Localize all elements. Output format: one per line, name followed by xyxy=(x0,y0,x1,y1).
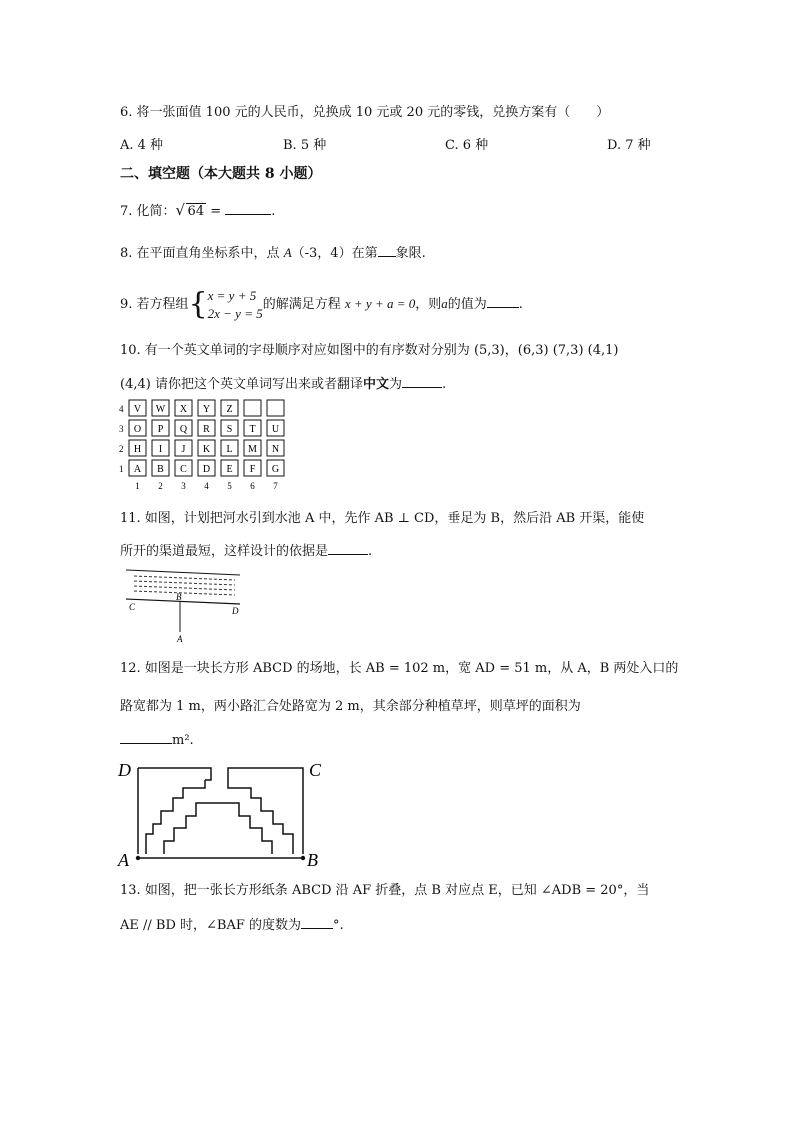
q6-option-d: D. 7 种 xyxy=(607,138,651,153)
q9-var: a xyxy=(441,296,448,311)
field-label-a: A xyxy=(118,850,129,868)
grid-letter: U xyxy=(271,424,280,435)
q7-end: . xyxy=(271,204,276,219)
river-figure xyxy=(120,566,250,646)
field-figure xyxy=(116,758,336,868)
q11-line2-text: 所开的渠道最短，这样设计的依据是 xyxy=(120,544,329,559)
grid-cell xyxy=(267,400,284,416)
grid-letter: C xyxy=(180,464,187,475)
q9-suffix: ，则 xyxy=(415,297,442,312)
grid-letter: P xyxy=(157,424,164,435)
q7 xyxy=(120,201,275,221)
q11-end: . xyxy=(368,544,373,559)
q9-answer-blank[interactable] xyxy=(487,294,519,308)
grid-letter: R xyxy=(203,424,210,435)
grid-letter: E xyxy=(226,464,233,475)
river-label-d: D xyxy=(232,606,239,616)
q9 xyxy=(120,284,523,325)
grid-letter: J xyxy=(181,444,186,455)
q8-part2: （-3，4）在第 xyxy=(291,246,378,261)
q9-prefix: 9. 若方程组 xyxy=(120,297,189,312)
q9-brace: { xyxy=(188,286,208,322)
grid-col-label: 7 xyxy=(273,481,278,491)
q9-eq1: x = y + 5 xyxy=(207,287,257,303)
field-label-c: C xyxy=(309,760,322,780)
grid-cell xyxy=(244,400,261,416)
grid-row-label: 1 xyxy=(119,464,124,474)
grid-letter: L xyxy=(226,444,233,455)
grid-letter: D xyxy=(202,464,211,475)
field-label-d: D xyxy=(118,760,131,780)
q13-line2 xyxy=(120,915,344,935)
sqrt-expression: √ 64 xyxy=(175,201,205,219)
q10-line1: 10. 有一个英文单词的字母顺序对应如图中的有序数对分别为 (5,3)，(6,3) (7,3) (4,1) xyxy=(120,343,619,358)
q9-eq2: 2x − y = 5 xyxy=(207,305,263,321)
river-label-b: B xyxy=(176,592,182,602)
section-title: 二、填空题（本大题共 8 小题） xyxy=(120,166,322,182)
grid-col-label: 2 xyxy=(158,481,163,491)
q8-answer-blank[interactable] xyxy=(378,243,396,257)
q10-end: . xyxy=(441,377,447,392)
q12-answer-blank[interactable] xyxy=(120,730,172,744)
grid-letter: N xyxy=(271,444,280,455)
grid-letter: A xyxy=(133,464,142,475)
q12-line2: 路宽都为 1 m，两小路汇合处路宽为 2 m，其余部分种植草坪，则草坪的面积为 xyxy=(120,699,581,714)
grid-letter: Y xyxy=(202,404,211,415)
grid-letter: F xyxy=(249,464,256,475)
grid-letter: Z xyxy=(226,404,233,415)
letter-grid-figure xyxy=(115,396,295,500)
q8-point: A xyxy=(283,245,292,260)
grid-letter: T xyxy=(249,424,256,435)
q6-stem: 6. 将一张面值 100 元的人民币，兑换成 10 元或 20 元的零钱，兑换方案有（ ） xyxy=(120,105,610,120)
q10-line2c: 为 xyxy=(388,377,402,392)
q9-end: . xyxy=(518,297,523,312)
q9-eq3: x + y + a = 0 xyxy=(344,296,416,311)
q6-option-a: A. 4 种 xyxy=(120,138,164,153)
q6-option-b: B. 5 种 xyxy=(283,138,327,153)
q13-answer-blank[interactable] xyxy=(301,915,333,929)
q9-system xyxy=(208,287,263,323)
grid-letter: X xyxy=(179,404,188,415)
river-label-a: A xyxy=(177,634,183,644)
q12-line3 xyxy=(120,730,194,750)
q12-line1: 12. 如图是一块长方形 ABCD 的场地，长 AB = 102 m，宽 AD = 51 m，从 A，B 两处入口的 xyxy=(120,661,679,676)
grid-col-label: 6 xyxy=(250,481,255,491)
q13-line1: 13. 如图，把一张长方形纸条 ABCD 沿 AF 折叠，点 B 对应点 E，已知 ∠ADB = 20°，当 xyxy=(120,883,650,898)
q13-end: °. xyxy=(333,918,344,933)
grid-letter: Q xyxy=(179,424,188,435)
river-label-c: C xyxy=(129,602,136,612)
grid-row-label: 2 xyxy=(119,444,124,454)
grid-letter: M xyxy=(248,444,257,455)
grid-letter: W xyxy=(155,404,166,415)
grid-letter: B xyxy=(157,464,164,475)
grid-col-label: 3 xyxy=(181,481,186,491)
q10-line2b: 中文 xyxy=(362,377,389,392)
q8-part3: 象限. xyxy=(395,246,426,261)
q7-eq: = xyxy=(210,204,222,219)
grid-letter: I xyxy=(158,444,163,455)
q10-answer-blank[interactable] xyxy=(402,374,442,388)
q9-suffix2: 的值为 xyxy=(447,297,487,312)
q8-part1: 8. 在平面直角坐标系中，点 xyxy=(120,246,280,261)
grid-letter: O xyxy=(133,424,142,435)
q11-answer-blank[interactable] xyxy=(328,541,368,555)
grid-col-label: 4 xyxy=(204,481,209,491)
grid-letter: K xyxy=(202,444,211,455)
q7-answer-blank[interactable] xyxy=(225,201,271,215)
grid-col-label: 5 xyxy=(227,481,232,491)
q8 xyxy=(120,243,426,263)
grid-col-label: 1 xyxy=(135,481,140,491)
q9-mid: 的解满足方程 xyxy=(262,297,341,312)
grid-letter: S xyxy=(226,424,233,435)
q11-line1: 11. 如图，计划把河水引到水池 A 中，先作 AB ⊥ CD，垂足为 B，然后沿 AB 开渠，能使 xyxy=(120,511,645,526)
grid-letter: V xyxy=(133,404,142,415)
field-label-b: B xyxy=(307,850,318,868)
q10-line2 xyxy=(120,374,446,394)
grid-letter: G xyxy=(271,464,280,475)
grid-letter: H xyxy=(133,444,142,455)
q12-end: . xyxy=(189,733,194,748)
q10-line2a: (4,4) 请你把这个英文单词写出来或者翻译 xyxy=(120,377,363,392)
q11-line2 xyxy=(120,541,372,561)
q13-line2-text: AE // BD 时，∠BAF 的度数为 xyxy=(120,918,301,933)
q7-prefix: 7. 化简： xyxy=(120,204,176,219)
q12-unit: m² xyxy=(172,733,190,748)
q6-option-c: C. 6 种 xyxy=(445,138,489,153)
q7-radicand: 64 xyxy=(187,204,205,219)
grid-row-label: 3 xyxy=(119,424,124,434)
grid-row-label: 4 xyxy=(119,404,124,414)
